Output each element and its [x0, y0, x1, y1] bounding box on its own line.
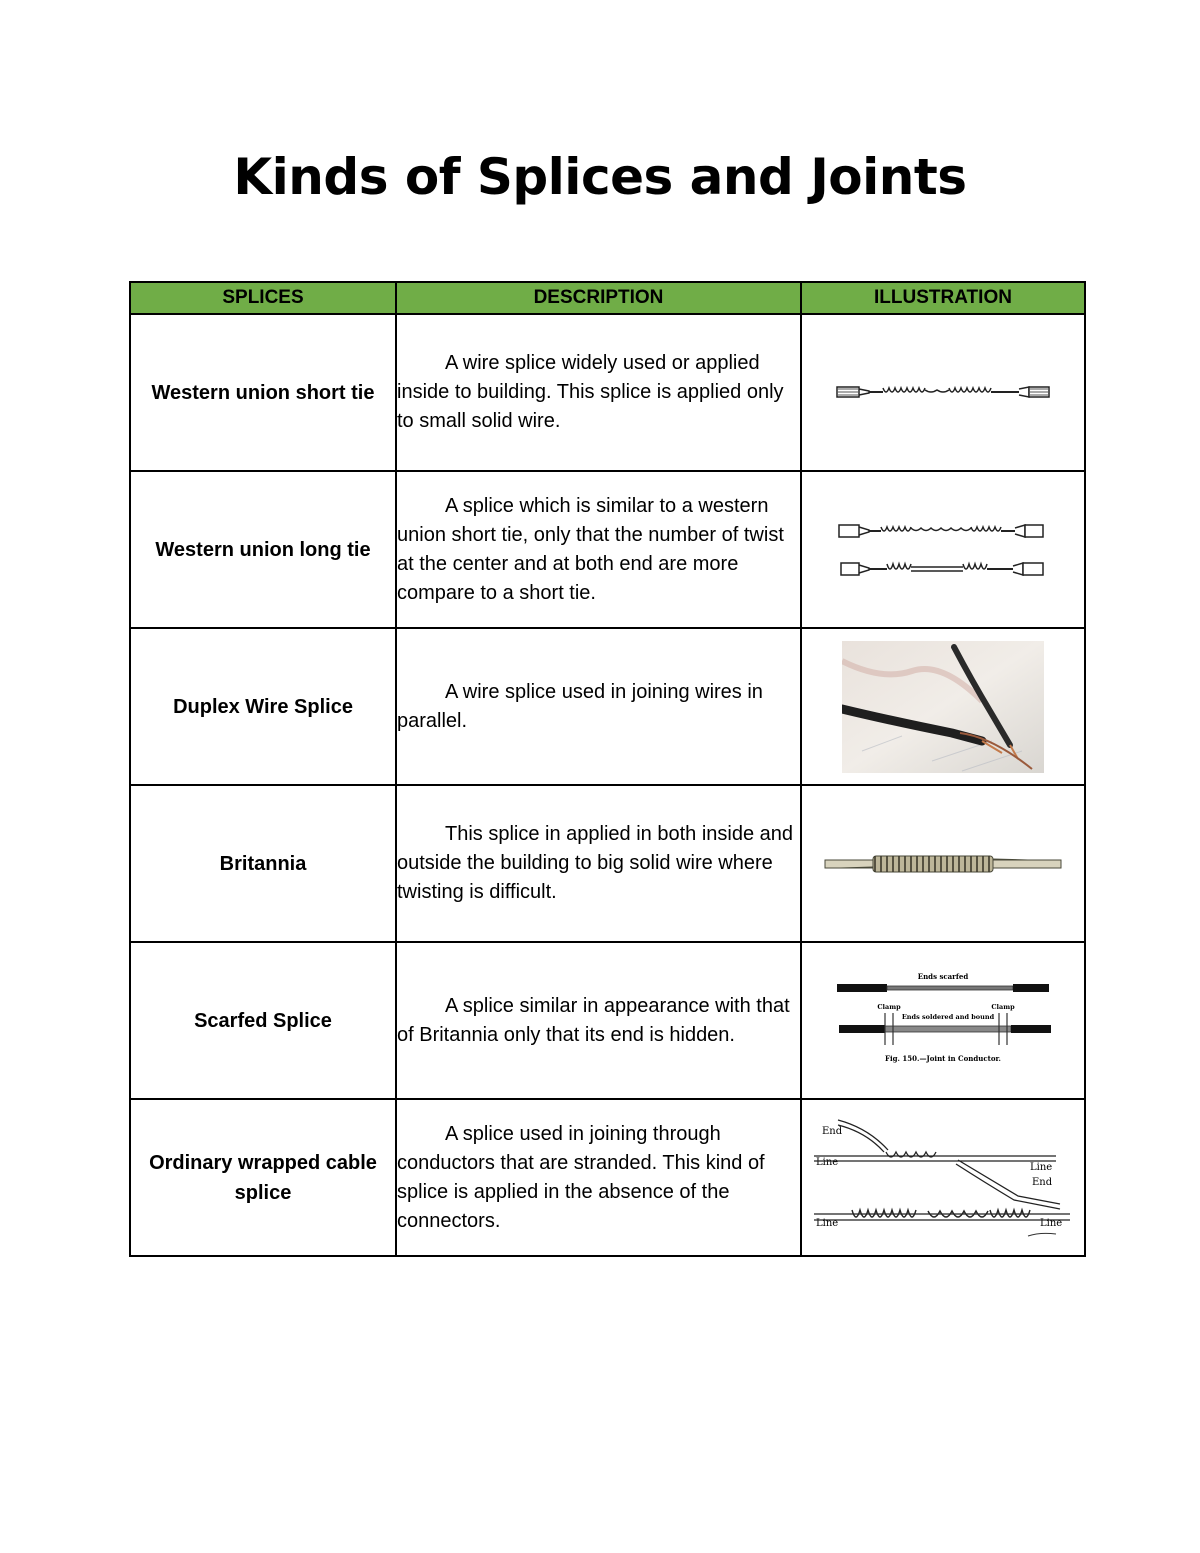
scarfed-label-clamp-left: Clamp — [877, 1002, 901, 1011]
splice-description: This splice in applied in both inside and outside the building to big solid wire where twisting is difficult. — [396, 785, 801, 942]
header-splices: SPLICES — [130, 282, 396, 314]
table-row — [130, 628, 1085, 785]
duplex-wire-splice-illustration — [801, 628, 1085, 785]
header-description: DESCRIPTION — [396, 282, 801, 314]
britannia-splice-illustration — [801, 785, 1085, 942]
western-union-short-tie-illustration — [801, 314, 1085, 471]
cable-label-end-top: End — [822, 1125, 843, 1137]
western-union-long-tie-illustration — [801, 471, 1085, 628]
table-header-row — [130, 282, 1085, 314]
cable-label-line-right-top: Line — [1030, 1161, 1053, 1173]
table-row — [130, 314, 1085, 471]
table-row — [130, 785, 1085, 942]
cable-label-line-right-bottom: Line — [1040, 1217, 1063, 1229]
page-title: Kinds of Splices and Joints — [233, 148, 967, 206]
western-union-long-tie-drawing — [833, 515, 1053, 585]
scarfed-label-top: Ends scarfed — [917, 971, 969, 981]
ordinary-wrapped-cable-splice-drawing — [808, 1108, 1078, 1248]
header-illustration: ILLUSTRATION — [801, 282, 1085, 314]
splice-name: Western union long tie — [130, 471, 396, 628]
table-row — [130, 942, 1085, 1099]
splice-name: Britannia — [130, 785, 396, 942]
table-row — [130, 1099, 1085, 1256]
splice-description: A wire splice widely used or applied inside to building. This splice is applied only to small solid wire. — [396, 314, 801, 471]
splices-table — [129, 281, 1086, 1257]
splice-name: Scarfed Splice — [130, 942, 396, 1099]
cable-label-end-right: End — [1032, 1176, 1053, 1188]
splice-description: A splice which is similar to a western union short tie, only that the number of twist at the center and at both end are more compare to a short tie. — [396, 471, 801, 628]
table-row — [130, 471, 1085, 628]
scarfed-label-middle: Ends soldered and bound — [901, 1012, 995, 1021]
scarfed-figure-caption: Fig. 150.—Joint in Conductor. — [885, 1053, 1001, 1063]
scarfed-label-clamp-right: Clamp — [991, 1002, 1015, 1011]
splice-name: Duplex Wire Splice — [130, 628, 396, 785]
scarfed-splice-illustration — [801, 942, 1085, 1099]
splice-description: A wire splice used in joining wires in parallel. — [396, 628, 801, 785]
scarfed-splice-drawing — [833, 971, 1053, 1071]
splice-name: Western union short tie — [130, 314, 396, 471]
western-union-short-tie-drawing — [833, 378, 1053, 408]
duplex-wire-splice-photo — [842, 641, 1044, 773]
cable-label-line-left-bottom: Line — [816, 1217, 839, 1229]
splice-description: A splice similar in appearance with that of Britannia only that its end is hidden. — [396, 942, 801, 1099]
britannia-splice-drawing — [823, 847, 1063, 881]
ordinary-wrapped-cable-splice-illustration — [801, 1099, 1085, 1256]
splice-description: A splice used in joining through conductors that are stranded. This kind of splice is applied in the absence of the connectors. — [396, 1099, 801, 1256]
cable-label-line-left-top: Line — [816, 1156, 839, 1168]
splice-name: Ordinary wrapped cable splice — [130, 1099, 396, 1256]
